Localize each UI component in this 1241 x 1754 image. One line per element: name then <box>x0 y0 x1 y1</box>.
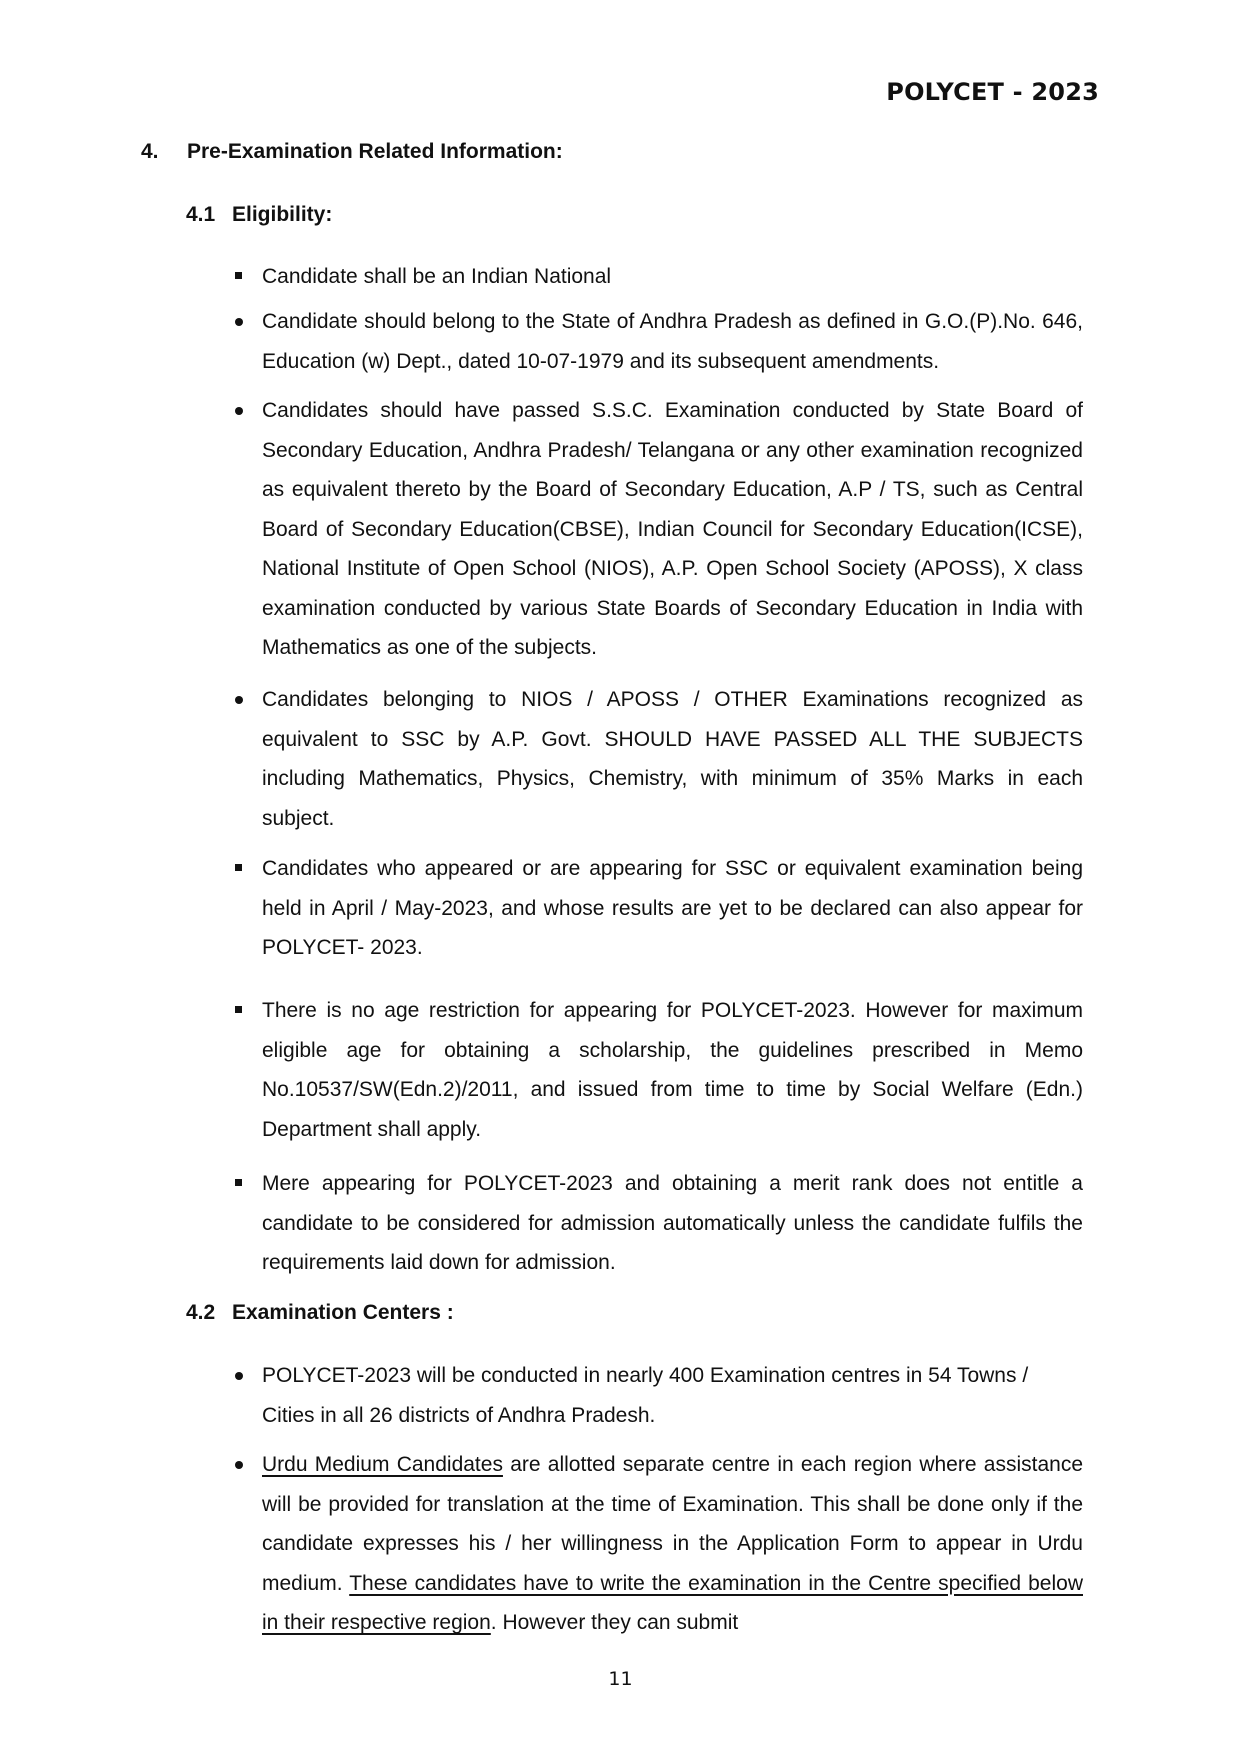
list-item <box>228 391 1083 668</box>
list-item-text: There is no age restriction for appearing for POLYCET-2023. However for maximum eligible age for obtaining a scholarship, the guidelines prescribed in Memo No.10537/SW(Edn.2)/2011, and issued from time to time by Social Welfare (Edn.) Department shall apply. <box>262 999 1083 1141</box>
list-item <box>228 257 1083 297</box>
section-number: 4. <box>141 140 159 163</box>
subsection-title: Examination Centers : <box>232 1301 454 1324</box>
subsection-heading-eligibility <box>186 203 332 227</box>
body-text: . However they can submit <box>490 1611 739 1634</box>
list-item <box>228 849 1083 968</box>
page-number: 11 <box>608 1668 633 1690</box>
square-bullet-icon <box>235 1006 242 1013</box>
document-header-title: POLYCET - 2023 <box>886 78 1099 106</box>
section-heading <box>141 140 563 164</box>
list-item <box>228 302 1083 381</box>
subsection-title: Eligibility: <box>232 203 333 226</box>
list-item-text: Candidates should have passed S.S.C. Examination conducted by State Board of Secondary Education, Andhra Pradesh/ Telangana or any other examination recognized as equivalent thereto by the Board of Secondary Education, A.P / TS, such as Central Board of Secondary Education(CBSE), Indian Council for Secondary Education(ICSE), National Institute of Open School (NIOS), A.P. Open School Society (APOSS), X class examination conducted by various State Boards of Secondary Education in India with Mathematics as one of the subjects. <box>262 399 1083 659</box>
list-item-text: Candidate shall be an Indian National <box>262 265 612 288</box>
disc-bullet-icon <box>235 1461 243 1469</box>
list-item-text: Candidate should belong to the State of Andhra Pradesh as defined in G.O.(P).No. 646, Education (w) Dept., dated 10-07-1979 and its subsequent amendments. <box>262 310 1083 373</box>
list-item-text: Candidates belonging to NIOS / APOSS / OTHER Examinations recognized as equivalent to SSC by A.P. Govt. SHOULD HAVE PASSED ALL THE SUBJECTS including Mathematics, Physics, Chemistry, with minimum of 35% Marks in each subject. <box>262 688 1083 830</box>
list-item-text: POLYCET-2023 will be conducted in nearly 400 Examination centres in 54 Towns / Cities in all 26 districts of Andhra Pradesh. <box>262 1364 1029 1427</box>
body-text: are allotted separate centre in each region where assistance will be provided for translation at the time of Examination. This shall be done only if the candidate expresses his / her willingness in the Application Form to appear in Urdu medium. <box>262 1453 1083 1595</box>
square-bullet-icon <box>235 272 242 279</box>
list-item-text <box>262 1445 1083 1643</box>
subsection-heading-examination-centers <box>186 1301 454 1325</box>
list-item-text: Candidates who appeared or are appearing for SSC or equivalent examination being held in April / May-2023, and whose results are yet to be declared can also appear for POLYCET- 2023. <box>262 857 1083 959</box>
disc-bullet-icon <box>235 696 243 704</box>
disc-bullet-icon <box>235 1372 243 1380</box>
square-bullet-icon <box>235 864 242 871</box>
disc-bullet-icon <box>235 407 243 415</box>
list-item <box>228 1356 1038 1435</box>
underlined-text: Urdu Medium Candidates <box>262 1453 503 1476</box>
list-item <box>228 1445 1083 1643</box>
list-item-text: Mere appearing for POLYCET-2023 and obtaining a merit rank does not entitle a candidate to be considered for admission automatically unless the candidate fulfils the requirements laid down for admission. <box>262 1172 1083 1274</box>
subsection-number: 4.1 <box>186 203 216 226</box>
subsection-number: 4.2 <box>186 1301 216 1324</box>
disc-bullet-icon <box>235 318 243 326</box>
section-title: Pre-Examination Related Information: <box>187 140 563 163</box>
list-item <box>228 1164 1083 1283</box>
list-item <box>228 680 1083 838</box>
square-bullet-icon <box>235 1179 242 1186</box>
list-item <box>228 991 1083 1149</box>
underlined-text: These candidates have to write the examination in the Centre specified below in their respective region <box>262 1571 1083 1634</box>
